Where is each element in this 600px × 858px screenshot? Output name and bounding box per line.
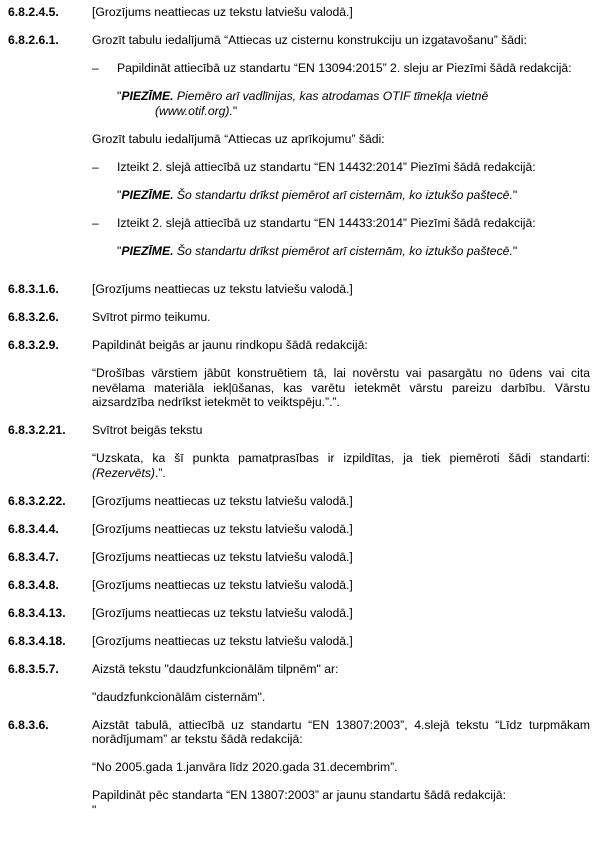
section-text: [Grozījums neattiecas uz tekstu latviešu valodā.] — [92, 521, 353, 536]
quote-mark: " — [512, 187, 518, 202]
quote-text: “No 2005.gada 1.janvāra līdz 2020.gada 31.decembrim”. — [92, 760, 398, 774]
section-6-8-3-2-9 — [8, 338, 590, 353]
quote-text — [92, 451, 590, 480]
section-text: Svītrot beigās tekstu — [92, 423, 203, 437]
quote-end: .”. — [154, 465, 166, 480]
quote-main: “Uzskata, ka šī punkta pamatprasības ir izpildītas, ja tiek piemēroti šādi standarti: — [92, 451, 590, 465]
section-text: Grozīt tabulu iedalījumā “Attiecas uz cisternu konstrukciju un izgatavošanu” šādi: — [92, 33, 527, 47]
bullet-item — [92, 61, 590, 76]
quote-text: “Drošības vārstiem jābūt konstruētiem tā, lai novērstu vai pasargātu no ūdens vai cita nevēlama materiāla iekļūšanas, kas varētu ietekmēt vārstu pareizu darbību. Vārstu aizsardzība nedrīkst ietekmēt to veiktspēju.”.”. — [92, 366, 590, 409]
section-6-8-3-2-21 — [8, 423, 590, 438]
bullet-text: Izteikt 2. slejā attiecībā uz standartu “EN 14432:2014” Piezīmi šādā redakcijā: — [117, 159, 536, 174]
section-number: 6.8.3.1.6. — [8, 282, 59, 296]
section-number: 6.8.3.4.18. — [8, 633, 66, 648]
bullet-text: Izteikt 2. slejā attiecībā uz standartu “EN 14433:2014” Piezīmi šādā redakcijā: — [117, 215, 536, 230]
section-text: [Grozījums neattiecas uz tekstu latviešu valodā.] — [92, 5, 353, 19]
section-6-8-3-6 — [8, 718, 590, 747]
section-6-8-3-1-6 — [8, 282, 590, 297]
note-label: PIEZĪME. — [121, 243, 174, 258]
section-text: [Grozījums neattiecas uz tekstu latviešu valodā.] — [92, 577, 353, 592]
bullet-text: Papildināt attiecībā uz standartu “EN 13094:2015” 2. sleju ar Piezīmi šādā redakcijā: — [117, 61, 572, 75]
bullet-item — [92, 216, 590, 231]
quote-mark: " — [512, 243, 518, 258]
note-block — [117, 188, 590, 203]
quote-italic: (Rezervēts) — [92, 465, 155, 480]
note-block — [117, 244, 590, 259]
section-number: 6.8.3.2.21. — [8, 423, 66, 437]
section-text: [Grozījums neattiecas uz tekstu latviešu valodā.] — [92, 605, 353, 620]
quote-mark: " — [232, 103, 238, 118]
section-number: 6.8.3.4.7. — [8, 549, 59, 564]
section-text: [Grozījums neattiecas uz tekstu latviešu valodā.] — [92, 633, 353, 648]
section-6-8-3-4-4 — [8, 522, 590, 537]
paragraph — [92, 132, 590, 147]
section-number: 6.8.3.2.6. — [8, 310, 59, 324]
quoted-text — [92, 451, 590, 480]
section-number: 6.8.3.6. — [8, 717, 49, 732]
note-label: PIEZĪME. — [121, 89, 174, 103]
note-text: Šo standartu drīkst piemērot arī cisternām, ko iztukšo paštecē. — [173, 187, 513, 202]
section-number: 6.8.3.5.7. — [8, 661, 59, 676]
section-6-8-3-5-7 — [8, 662, 590, 677]
section-number: 6.8.3.2.22. — [8, 493, 66, 508]
section-text: [Grozījums neattiecas uz tekstu latviešu valodā.] — [92, 493, 353, 508]
section-6-8-3-2-22 — [8, 494, 590, 509]
dash-bullet: – — [92, 159, 99, 174]
note-text: Šo standartu drīkst piemērot arī cisternām, ko iztukšo paštecē. — [173, 243, 513, 258]
dash-bullet: – — [92, 61, 99, 75]
section-text: Aizstāt tabulā, attiecībā uz standartu “EN 13807:2003”, 4.slejā tekstu “Līdz turpmākam norādījumam” ar tekstu šādā redakcijā: — [92, 717, 590, 746]
section-6-8-3-4-13 — [8, 606, 590, 621]
quoted-text — [92, 366, 590, 410]
quote-mark: " — [117, 243, 122, 258]
section-6-8-2-4-5 — [8, 5, 590, 20]
section-number: 6.8.3.4.4. — [8, 521, 59, 536]
section-text: Papildināt beigās ar jaunu rindkopu šādā redakcijā: — [92, 338, 368, 352]
note-block — [117, 89, 590, 118]
dash-bullet: – — [92, 215, 99, 230]
paragraph-text: Grozīt tabulu iedalījumā “Attiecas uz aprīkojumu” šādi: — [92, 131, 385, 146]
note-text: Piemēro arī vadlīnijas, kas atrodamas OTIF tīmekļa vietnē — [173, 89, 489, 103]
section-number: 6.8.3.2.9. — [8, 338, 59, 352]
quote-mark: " — [117, 187, 122, 202]
paragraph — [92, 788, 590, 817]
bullet-item — [92, 160, 590, 175]
section-number: 6.8.3.4.8. — [8, 577, 59, 592]
section-6-8-3-4-8 — [8, 578, 590, 593]
quoted-text — [92, 760, 590, 775]
section-number: 6.8.3.4.13. — [8, 605, 66, 620]
section-6-8-3-4-7 — [8, 550, 590, 565]
note-label: PIEZĪME. — [121, 187, 174, 202]
section-text: Svītrot pirmo teikumu. — [92, 310, 211, 324]
paragraph-text: Papildināt pēc standarta “EN 13807:2003” ar jaunu standartu šādā redakcijā: — [92, 788, 506, 802]
section-number: 6.8.2.4.5. — [8, 5, 59, 19]
quote-mark: " — [92, 802, 97, 817]
section-number: 6.8.2.6.1. — [8, 33, 59, 47]
section-text: Aizstā tekstu "daudzfunkcionālām tilpnēm" ar: — [92, 661, 339, 676]
quoted-text — [92, 690, 590, 705]
section-text: [Grozījums neattiecas uz tekstu latviešu valodā.] — [92, 549, 353, 564]
note-url: (www.otif.org). — [155, 103, 233, 118]
section-6-8-3-2-6 — [8, 310, 590, 325]
section-6-8-3-4-18 — [8, 634, 590, 649]
section-6-8-2-6-1 — [8, 33, 590, 48]
quote-text: "daudzfunkcionālām cisternām". — [92, 689, 266, 704]
quote-mark: " — [117, 89, 122, 103]
section-text: [Grozījums neattiecas uz tekstu latviešu valodā.] — [92, 282, 353, 296]
